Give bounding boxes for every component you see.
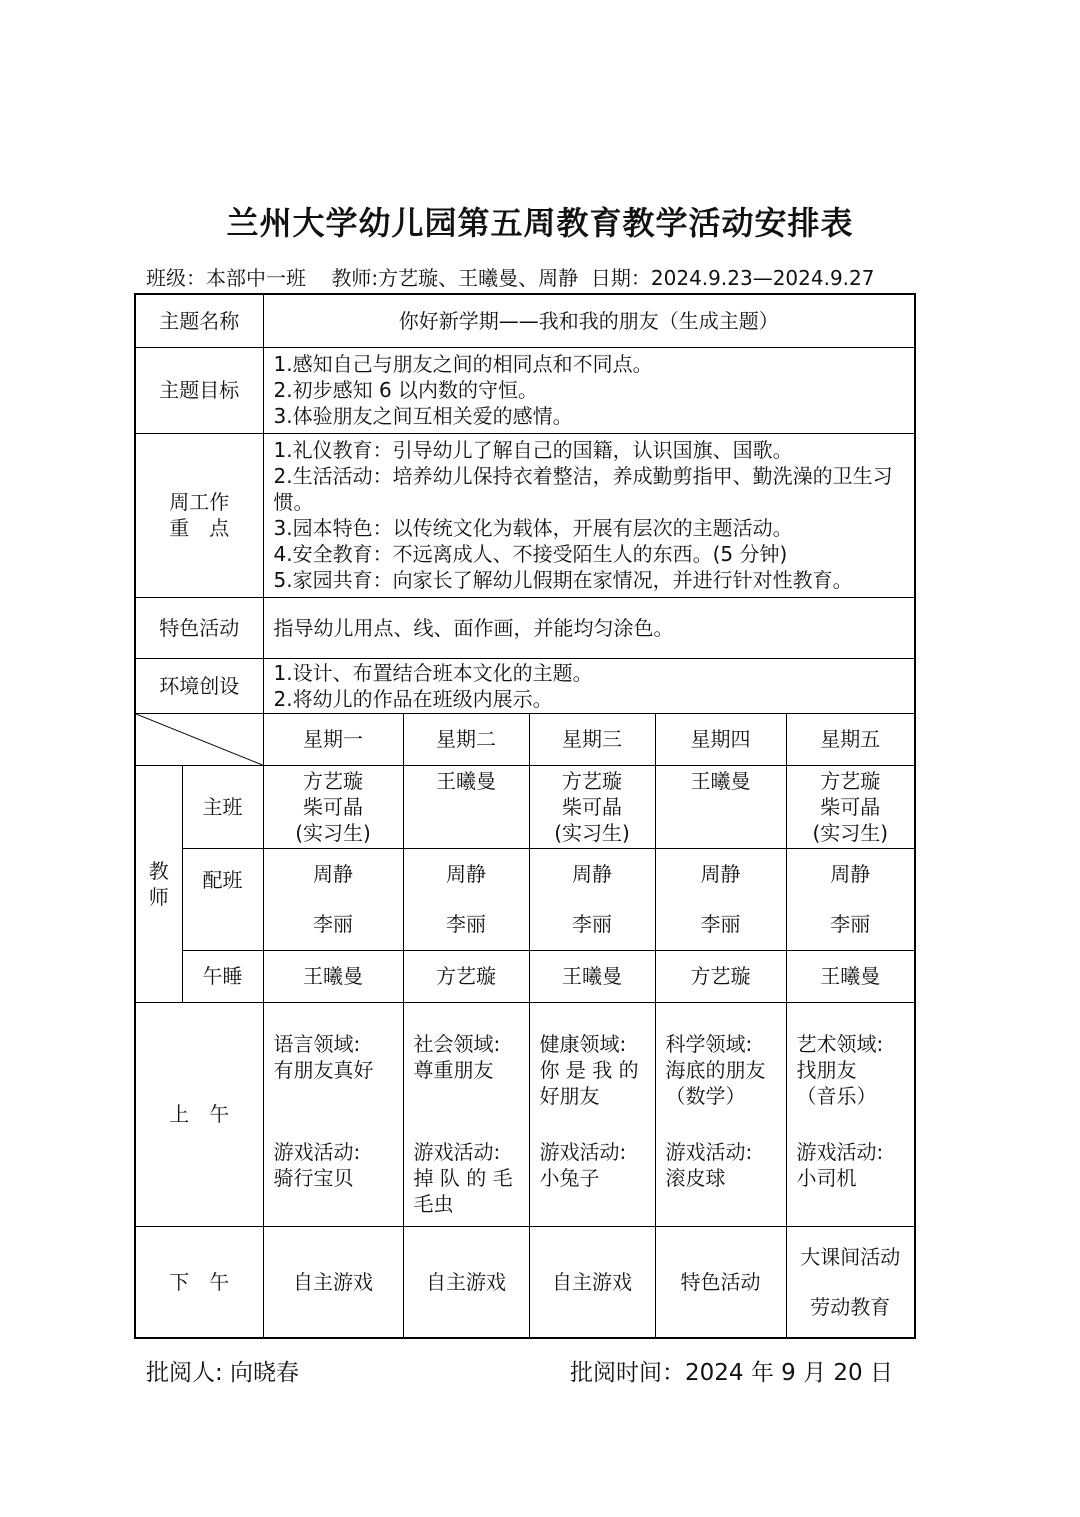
schedule-table bbox=[134, 293, 916, 1339]
game-title: 滚皮球 bbox=[665, 1165, 726, 1190]
teacher-name: 李丽 bbox=[446, 912, 486, 936]
teacher-name: 柴可晶 bbox=[820, 794, 881, 819]
main-teacher-row bbox=[135, 765, 915, 848]
assist-teacher-cell bbox=[529, 848, 655, 950]
theme-value: 你好新学期——我和我的朋友（生成主题） bbox=[263, 294, 915, 347]
main-teacher-cell bbox=[263, 765, 403, 848]
assist-teacher-label: 配班 bbox=[182, 848, 263, 950]
nap-teacher-row bbox=[135, 950, 915, 1002]
weekly-item: 2.生活活动：培养幼儿保持衣着整洁，养成勤剪指甲、勤洗澡的卫生习惯。 bbox=[273, 464, 893, 514]
lesson-title: 有朋友真好 bbox=[273, 1057, 374, 1082]
day-header: 星期四 bbox=[655, 713, 786, 765]
game-title: 小司机 bbox=[796, 1165, 857, 1190]
diagonal-line bbox=[136, 714, 263, 765]
teacher-name: 方艺璇 bbox=[562, 768, 622, 793]
day-header: 星期一 bbox=[263, 713, 403, 765]
teacher-name: 李丽 bbox=[830, 912, 871, 936]
class-name: 班级：本部中一班 bbox=[146, 266, 306, 290]
special-label: 特色活动 bbox=[135, 597, 263, 658]
game-title: 骑行宝贝 bbox=[273, 1165, 354, 1190]
morning-cell bbox=[786, 1002, 915, 1226]
weekly-item: 5.家园共育：向家长了解幼儿假期在家情况，并进行针对性教育。 bbox=[273, 568, 853, 592]
environment-row bbox=[135, 658, 915, 713]
teacher-name: 李丽 bbox=[313, 912, 353, 936]
main-teacher-cell bbox=[403, 765, 529, 848]
lesson-domain: 社会领域: bbox=[413, 1031, 501, 1056]
lesson-title: 海底的朋友 bbox=[665, 1057, 766, 1082]
afternoon-cell: 自主游戏 bbox=[529, 1226, 655, 1338]
weekly-item: 3.园本特色：以传统文化为载体，开展有层次的主题活动。 bbox=[273, 516, 793, 540]
lesson-title: 找朋友 bbox=[796, 1057, 857, 1082]
page-title: 兰州大学幼儿园第五周教育教学活动安排表 bbox=[226, 204, 854, 242]
environment-item: 2.将幼儿的作品在班级内展示。 bbox=[273, 686, 553, 711]
game-heading: 游戏活动: bbox=[539, 1139, 627, 1164]
nap-teacher-cell: 王曦曼 bbox=[786, 950, 915, 1002]
game-heading: 游戏活动: bbox=[413, 1139, 501, 1164]
teacher-name: 周静 bbox=[313, 862, 353, 886]
lesson-domain: 艺术领域: bbox=[796, 1031, 884, 1056]
goal-item: 1.感知自己与朋友之间的相同点和不同点。 bbox=[273, 352, 653, 376]
assist-teacher-cell bbox=[655, 848, 786, 950]
nap-teacher-cell: 方艺璇 bbox=[403, 950, 529, 1002]
nap-teacher-cell: 方艺璇 bbox=[655, 950, 786, 1002]
game-heading: 游戏活动: bbox=[665, 1139, 753, 1164]
game-title: 小兔子 bbox=[539, 1165, 600, 1190]
afternoon-cell: 特色活动 bbox=[655, 1226, 786, 1338]
class-info bbox=[146, 262, 874, 291]
afternoon-label: 下 午 bbox=[135, 1226, 263, 1338]
review-time: 批阅时间：2024 年 9 月 20 日 bbox=[570, 1360, 893, 1386]
lesson-domain: 语言领域: bbox=[273, 1031, 361, 1056]
day-header: 星期二 bbox=[403, 713, 529, 765]
assist-teacher-cell bbox=[403, 848, 529, 950]
teacher-name: 周静 bbox=[572, 862, 612, 886]
teacher-name: 周静 bbox=[446, 862, 486, 886]
lesson-title: 尊重朋友 bbox=[413, 1057, 494, 1082]
lesson-domain: 健康领域: bbox=[539, 1031, 627, 1056]
teacher-name: 方艺璇 bbox=[820, 768, 881, 793]
lesson-title: 你 是 我 的 bbox=[539, 1057, 639, 1082]
goals-label: 主题目标 bbox=[135, 347, 263, 433]
teacher-label-line1: 教 bbox=[148, 858, 169, 883]
weekly-label-line1: 周工作 bbox=[169, 490, 230, 514]
afternoon-cell: 自主游戏 bbox=[403, 1226, 529, 1338]
teacher-name: 王曦曼 bbox=[690, 768, 751, 793]
teacher-note: (实习生) bbox=[295, 820, 371, 845]
nap-teacher-cell: 王曦曼 bbox=[263, 950, 403, 1002]
lesson-domain: 科学领域: bbox=[665, 1031, 753, 1056]
main-teacher-cell bbox=[786, 765, 915, 848]
teacher-name: 方艺璇 bbox=[303, 768, 363, 793]
day-header: 星期五 bbox=[786, 713, 915, 765]
teacher-note: (实习生) bbox=[812, 820, 889, 845]
teacher-name: 周静 bbox=[700, 862, 741, 886]
afternoon-cell: 自主游戏 bbox=[263, 1226, 403, 1338]
day-header: 星期三 bbox=[529, 713, 655, 765]
special-row bbox=[135, 597, 915, 658]
morning-cell bbox=[263, 1002, 403, 1226]
lesson-subject: （音乐） bbox=[796, 1083, 877, 1108]
game-title: 毛虫 bbox=[413, 1191, 454, 1216]
goals-row bbox=[135, 347, 915, 433]
afternoon-row bbox=[135, 1226, 915, 1338]
weekly-item: 4.安全教育：不远离成人、不接受陌生人的东西。(5 分钟) bbox=[273, 542, 788, 566]
main-teacher-label: 主班 bbox=[182, 765, 263, 848]
game-heading: 游戏活动: bbox=[796, 1139, 884, 1164]
morning-cell bbox=[403, 1002, 529, 1226]
diagonal-corner-cell bbox=[135, 713, 263, 765]
assist-teacher-cell bbox=[786, 848, 915, 950]
morning-cell bbox=[655, 1002, 786, 1226]
game-title: 掉 队 的 毛 bbox=[413, 1165, 513, 1190]
game-heading: 游戏活动: bbox=[273, 1139, 361, 1164]
nap-teacher-cell: 王曦曼 bbox=[529, 950, 655, 1002]
special-value: 指导幼儿用点、线、面作画，并能均匀涂色。 bbox=[263, 597, 915, 658]
assist-teacher-row bbox=[135, 848, 915, 950]
afternoon-activity: 大课间活动 bbox=[800, 1244, 901, 1269]
teacher-name: 李丽 bbox=[700, 912, 741, 936]
environment-list bbox=[263, 658, 915, 713]
morning-cell bbox=[529, 1002, 655, 1226]
teacher-name: 柴可晶 bbox=[303, 794, 363, 819]
goal-item: 3.体验朋友之间互相关爱的感情。 bbox=[273, 404, 573, 428]
morning-row bbox=[135, 1002, 915, 1226]
lesson-title: 好朋友 bbox=[539, 1083, 600, 1108]
teacher-section-label bbox=[135, 765, 182, 1002]
teacher-note: (实习生) bbox=[554, 820, 630, 845]
weekly-label bbox=[135, 433, 263, 597]
days-header-row bbox=[135, 713, 915, 765]
nap-teacher-label: 午睡 bbox=[182, 950, 263, 1002]
main-teacher-cell bbox=[529, 765, 655, 848]
afternoon-cell bbox=[786, 1226, 915, 1338]
teacher-name: 周静 bbox=[830, 862, 871, 886]
weekly-list bbox=[263, 433, 915, 597]
afternoon-activity: 劳动教育 bbox=[810, 1294, 891, 1319]
teacher-names: 教师:方艺璇、王曦曼、周静 bbox=[331, 266, 579, 290]
teacher-name: 李丽 bbox=[572, 912, 612, 936]
goals-list bbox=[263, 347, 915, 433]
teacher-name: 柴可晶 bbox=[562, 794, 622, 819]
weekly-item: 1.礼仪教育：引导幼儿了解自己的国籍，认识国旗、国歌。 bbox=[273, 438, 793, 462]
teacher-name: 王曦曼 bbox=[436, 768, 496, 793]
theme-label: 主题名称 bbox=[135, 294, 263, 347]
teacher-label-line2: 师 bbox=[148, 884, 169, 909]
goal-item: 2.初步感知 6 以内数的守恒。 bbox=[273, 378, 539, 402]
morning-label: 上 午 bbox=[135, 1002, 263, 1226]
assist-teacher-cell bbox=[263, 848, 403, 950]
weekly-row bbox=[135, 433, 915, 597]
lesson-subject: （数学） bbox=[665, 1083, 746, 1108]
theme-row bbox=[135, 294, 915, 347]
reviewer: 批阅人: 向晓春 bbox=[146, 1360, 300, 1386]
environment-item: 1.设计、布置结合班本文化的主题。 bbox=[273, 660, 593, 685]
environment-label: 环境创设 bbox=[135, 658, 263, 713]
main-teacher-cell bbox=[655, 765, 786, 848]
date-range: 日期：2024.9.23—2024.9.27 bbox=[590, 266, 875, 290]
weekly-label-line2: 重 点 bbox=[169, 516, 230, 540]
